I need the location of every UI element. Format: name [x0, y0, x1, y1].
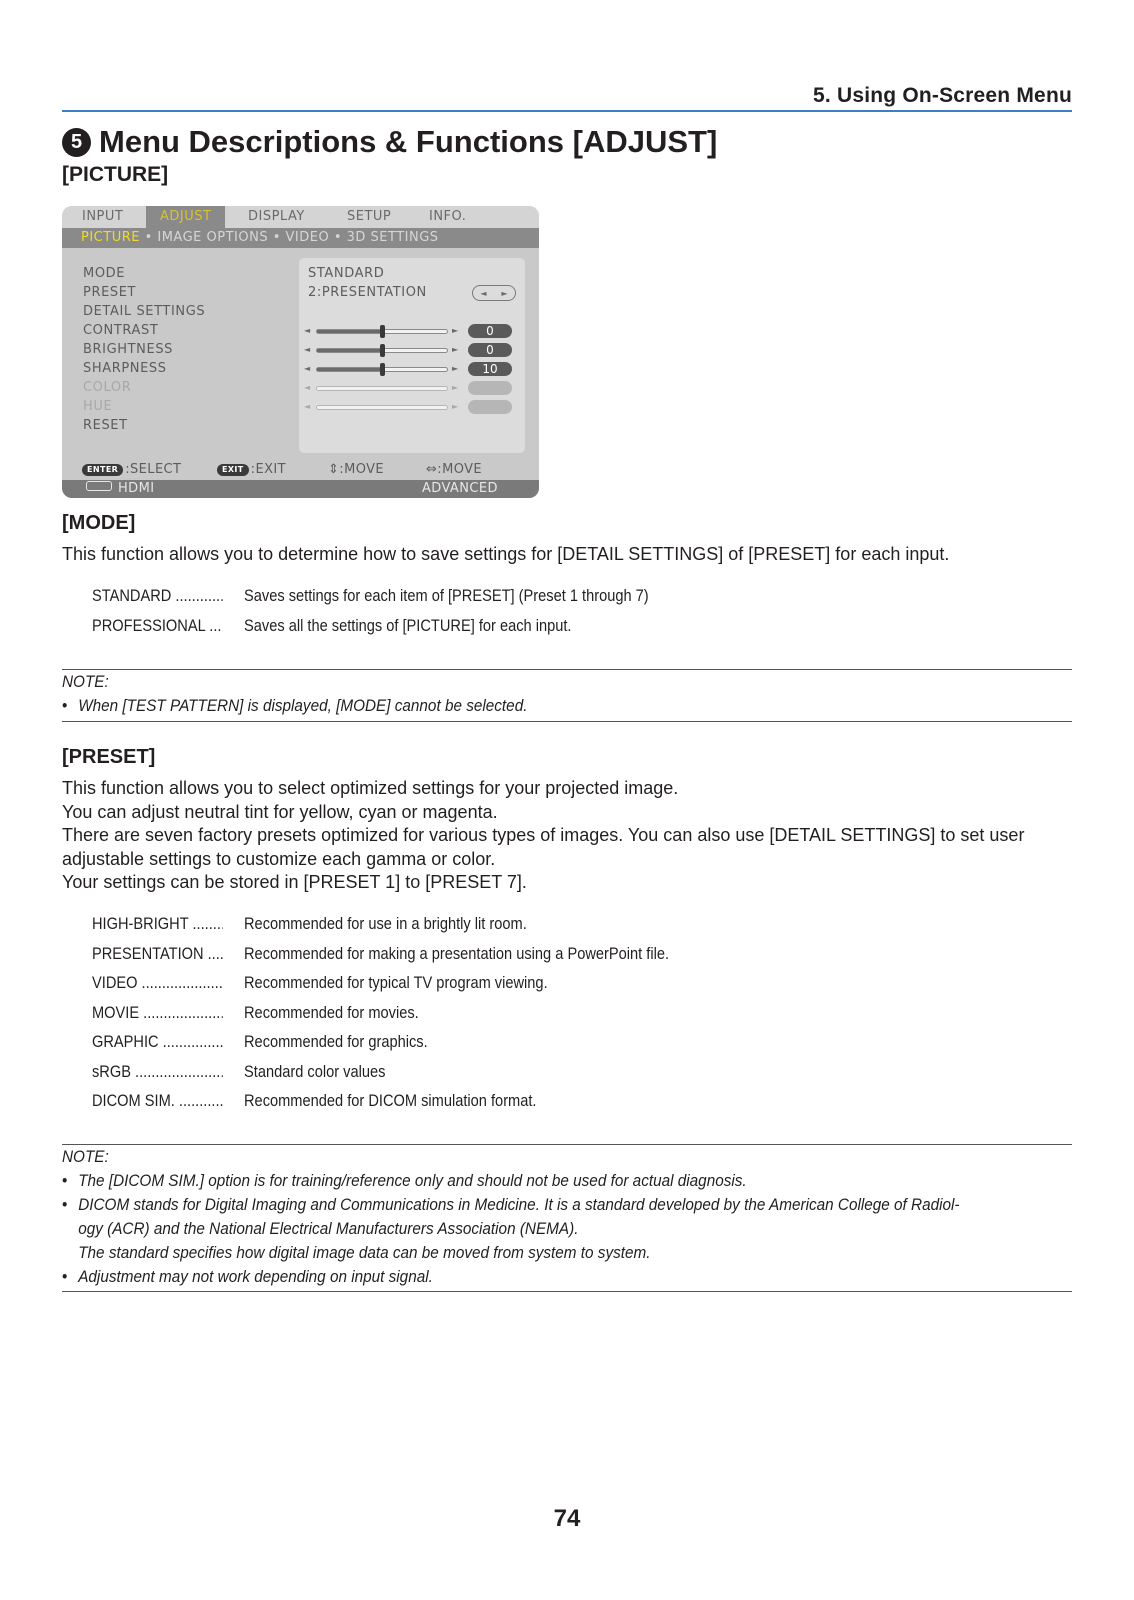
- osd-menu-mode: ADVANCED: [422, 481, 498, 496]
- definition-term: VIDEO .....: [92, 973, 223, 993]
- note-rule-bottom: [62, 1291, 1072, 1292]
- osd-item-sharpness[interactable]: SHARPNESS: [83, 361, 167, 376]
- slider-track: [316, 386, 448, 391]
- hdmi-icon: [86, 481, 112, 491]
- osd-preset-arrows-icon[interactable]: [472, 285, 516, 301]
- left-arrow-icon: ◄: [304, 383, 311, 392]
- mode-note: [62, 670, 1072, 718]
- definition-term: DICOM SIM. .....: [92, 1091, 223, 1111]
- osd-value-preset: 2:PRESENTATION: [308, 285, 427, 300]
- right-arrow-icon: ►: [452, 326, 459, 335]
- color-value: [468, 381, 512, 395]
- mode-heading: [MODE]: [62, 512, 136, 534]
- preset-paragraph: You can adjust neutral tint for yellow, cyan or magenta.: [62, 801, 498, 822]
- definition-row: [92, 616, 992, 646]
- osd-source: HDMI: [86, 480, 154, 498]
- osd-subtab-picture[interactable]: PICTURE: [81, 230, 140, 245]
- preset-note: [62, 1145, 1072, 1289]
- definition-desc: Saves settings for each item of [PRESET] (Preset 1 through 7): [244, 586, 649, 605]
- definition-row: [92, 1091, 992, 1121]
- osd-help-exit: EXIT :EXIT: [217, 460, 286, 480]
- definition-desc: Recommended for movies.: [244, 1002, 419, 1022]
- note-item-continuation: The standard specifies how digital image data can be moved from system to system.: [78, 1243, 651, 1262]
- osd-item-hue: HUE: [83, 399, 113, 414]
- sharpness-value: 10: [468, 362, 512, 376]
- definition-row: [92, 914, 992, 944]
- slider-track: [316, 329, 448, 334]
- page-title-text: Menu Descriptions & Functions [ADJUST]: [99, 124, 718, 159]
- definition-desc: Recommended for DICOM simulation format.: [244, 1091, 537, 1110]
- osd-tab-info[interactable]: INFO.: [429, 209, 467, 224]
- right-arrow-icon: ►: [452, 364, 459, 373]
- definition-row: [92, 1032, 992, 1062]
- contrast-slider[interactable]: [304, 324, 519, 338]
- preset-description: [62, 777, 1072, 895]
- note-item: • The [DICOM SIM.] option is for training/reference only and should not be used for actual diagnosis.: [62, 1169, 971, 1193]
- osd-tab-adjust[interactable]: ADJUST: [146, 206, 225, 228]
- slider-track: [316, 348, 448, 353]
- osd-item-detail-settings[interactable]: DETAIL SETTINGS: [83, 304, 206, 319]
- osd-item-mode[interactable]: MODE: [83, 266, 126, 281]
- right-arrow-icon: ►: [452, 383, 459, 392]
- osd-tab-display[interactable]: DISPLAY: [248, 209, 305, 224]
- definition-term: GRAPHIC .....: [92, 1032, 223, 1052]
- osd-menu: [62, 206, 539, 498]
- section-number-badge: 5: [62, 128, 91, 157]
- definition-term: STANDARD .....: [92, 586, 223, 606]
- definition-desc: Saves all the settings of [PICTURE] for each input.: [244, 615, 572, 635]
- sharpness-slider[interactable]: [304, 362, 519, 376]
- osd-subtab-others: • IMAGE OPTIONS • VIDEO • 3D SETTINGS: [139, 230, 439, 245]
- osd-help-move-vertical: ⇕:MOVE: [328, 462, 384, 477]
- definition-term: MOVIE .....: [92, 1003, 223, 1023]
- note-item-continuation: ogy (ACR) and the National Electrical Manufacturers Association (NEMA).: [78, 1219, 579, 1238]
- hue-value: [468, 400, 512, 414]
- definition-desc: Recommended for making a presentation using a PowerPoint file.: [244, 943, 670, 963]
- osd-item-brightness[interactable]: BRIGHTNESS: [83, 342, 174, 357]
- note-item: • DICOM stands for Digital Imaging and Communications in Medicine. It is a standard developed by the American College of Radiol-: [62, 1193, 971, 1217]
- osd-item-preset[interactable]: PRESET: [83, 285, 137, 300]
- definition-desc: Standard color values: [244, 1061, 386, 1081]
- definition-row: [92, 586, 992, 616]
- definition-desc: Recommended for typical TV program viewing.: [244, 973, 548, 992]
- subsection-title: [PICTURE]: [62, 163, 169, 186]
- osd-item-contrast[interactable]: CONTRAST: [83, 323, 159, 338]
- contrast-value: 0: [468, 324, 512, 338]
- slider-knob[interactable]: [380, 325, 385, 338]
- color-slider: [304, 381, 519, 395]
- osd-tab-bar: [62, 206, 539, 228]
- slider-track: [316, 367, 448, 372]
- note-item: • When [TEST PATTERN] is displayed, [MODE] cannot be selected.: [62, 694, 971, 718]
- osd-help-select: ENTER :SELECT: [82, 460, 181, 480]
- left-arrow-icon: ◄: [480, 288, 487, 298]
- osd-help-bar: [62, 460, 539, 480]
- osd-subtab-bar: [62, 228, 539, 248]
- note-label: NOTE:: [62, 672, 109, 691]
- slider-knob[interactable]: [380, 363, 385, 376]
- brightness-slider[interactable]: [304, 343, 519, 357]
- note-rule-bottom: [62, 721, 1072, 722]
- left-arrow-icon: ◄: [304, 364, 311, 373]
- note-label: NOTE:: [62, 1147, 109, 1166]
- preset-paragraph: This function allows you to select optimized settings for your projected image.: [62, 778, 679, 798]
- preset-paragraph: Your settings can be stored in [PRESET 1] to [PRESET 7].: [62, 872, 527, 892]
- preset-paragraph: There are seven factory presets optimized for various types of images. You can also use [DETAIL SETTINGS] to set user adjustable settings to customize each gamma or color.: [62, 825, 1025, 869]
- definition-term: sRGB .....: [92, 1062, 223, 1082]
- definition-desc: Recommended for graphics.: [244, 1032, 428, 1051]
- page-number: 74: [553, 1505, 581, 1532]
- hue-slider: [304, 400, 519, 414]
- chapter-header: 5. Using On-Screen Menu: [813, 84, 1072, 107]
- definition-term: HIGH-BRIGHT .....: [92, 914, 223, 934]
- header-rule: [62, 110, 1072, 112]
- brightness-value: 0: [468, 343, 512, 357]
- right-arrow-icon: ►: [452, 345, 459, 354]
- right-arrow-icon: ►: [452, 402, 459, 411]
- definition-row: [92, 973, 992, 1003]
- osd-status-bar: [62, 480, 539, 498]
- osd-value-mode: STANDARD: [308, 266, 385, 281]
- osd-item-reset[interactable]: RESET: [83, 418, 128, 433]
- osd-tab-input[interactable]: INPUT: [82, 209, 124, 224]
- mode-definition-list: [92, 586, 992, 645]
- right-arrow-icon: ►: [501, 288, 508, 298]
- osd-tab-setup[interactable]: SETUP: [347, 209, 392, 224]
- slider-track: [316, 405, 448, 410]
- left-arrow-icon: ◄: [304, 345, 311, 354]
- osd-item-color: COLOR: [83, 380, 132, 395]
- preset-heading: [PRESET]: [62, 746, 156, 768]
- definition-row: [92, 1003, 992, 1033]
- exit-key-icon: EXIT: [217, 464, 249, 476]
- preset-definition-list: [92, 914, 992, 1121]
- definition-term: PRESENTATION .....: [92, 944, 223, 964]
- definition-row: [92, 1062, 992, 1092]
- left-arrow-icon: ◄: [304, 326, 311, 335]
- left-arrow-icon: ◄: [304, 402, 311, 411]
- slider-knob[interactable]: [380, 344, 385, 357]
- osd-help-move-horizontal: ⇔:MOVE: [426, 462, 482, 477]
- mode-intro: This function allows you to determine how to save settings for [DETAIL SETTINGS] of [PRESET] for each input.: [62, 544, 950, 564]
- osd-body: [62, 248, 539, 460]
- definition-row: [92, 944, 992, 974]
- definition-desc: Recommended for use in a brightly lit room.: [244, 914, 527, 933]
- page-title: [62, 124, 717, 160]
- enter-key-icon: ENTER: [82, 464, 123, 476]
- definition-term: PROFESSIONAL .....: [92, 616, 223, 636]
- note-item: • Adjustment may not work depending on input signal.: [62, 1265, 971, 1289]
